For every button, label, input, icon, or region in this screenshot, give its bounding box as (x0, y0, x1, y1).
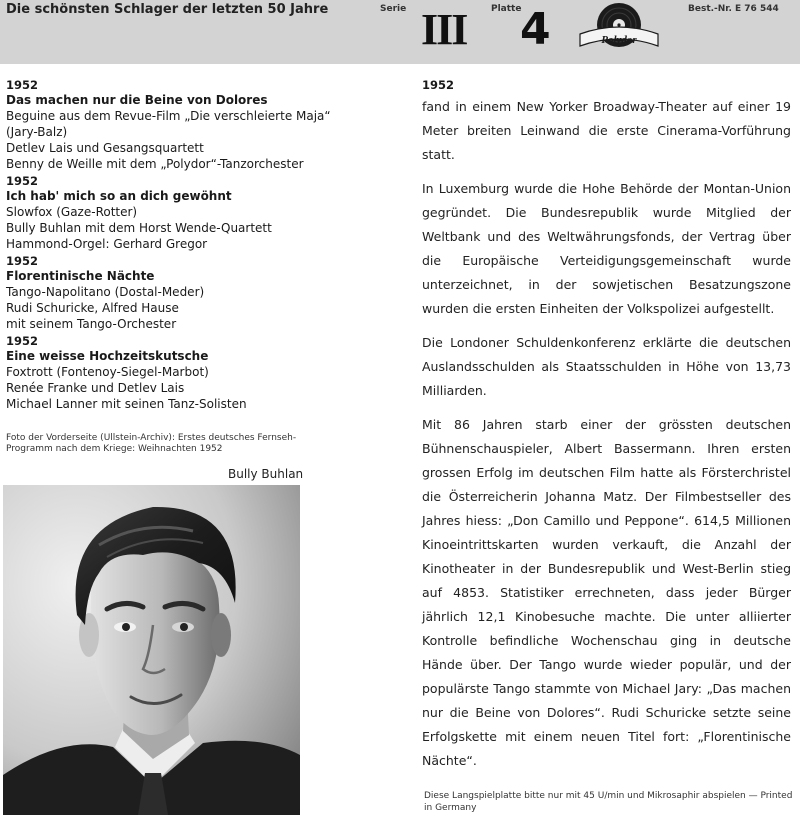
song-entry (6, 254, 396, 332)
song-detail: (Jary-Balz) (6, 125, 68, 139)
chronicle-year: 1952 (422, 78, 455, 92)
song-entry (6, 334, 396, 412)
portrait-photo (3, 485, 300, 815)
photo-caption: Bully Buhlan (228, 467, 304, 481)
catalog-number: Best.-Nr. E 76 544 (688, 4, 779, 14)
chronicle-paragraph: fand in einem New Yorker Broadway-Theater auf einer 19 Meter breiten Leinwand die erste Cinerama-Vorführung statt. (422, 99, 791, 162)
song-title: Ich hab' mich so an dich gewöhnt (6, 189, 232, 203)
song-detail: Beguine aus dem Revue-Film „Die verschleierte Maja“ (6, 109, 331, 123)
song-detail: Tango-Napolitano (Dostal-Meder) (6, 285, 205, 299)
platte-number: 4 (520, 4, 551, 55)
song-title: Florentinische Nächte (6, 269, 155, 283)
song-year: 1952 (6, 254, 39, 268)
chronicle-paragraph: Mit 86 Jahren starb einer der grössten deutschen Bühnenschauspieler, Albert Bassermann. Ihren ersten grossen Erfolg im deutschen Film hatte als Försterchristel die Österreicherin Johanna Matz. Der Filmbestseller des Jahres hiess: „Don Camillo und Peppone“. 614,5 Millionen Kinoeintrittskarten wurden verkauft, die Anzahl der Kinotheater in der Bundesrepublik und West-Berlin stieg auf 4853. Statistiker errechneten, dass jeder Bürger jährlich 12,1 Kinobesuche machte. Die unter alliierter Kontrolle befindliche Wochenschau ging in deutsche Hände über. Der Tango wurde wieder populär, und der populärste Tango stammte von Michael Jary: „Das machen nur die Beine von Dolores“. Rudi Schuricke setzte seine Erfolgskette mit einem neuen Titel fort: „Florentinische Nächte“. (422, 417, 791, 768)
header-band (0, 0, 800, 64)
chronicle-paragraph: Die Londoner Schuldenkonferenz erklärte die deutschen Auslandsschulden als Staatsschulden in Höhe von 13,73 Milliarden. (422, 335, 791, 398)
song-detail: Bully Buhlan mit dem Horst Wende-Quartett (6, 221, 272, 235)
song-detail: Renée Franke und Detlev Lais (6, 381, 185, 395)
song-entry (6, 78, 396, 172)
photo-credit-caption: Foto der Vorderseite (Ullstein-Archiv): Erstes deutsches Fernseh-Programm nach dem Kriege: Weihnachten 1952 (6, 433, 297, 454)
series-title: Die schönsten Schlager der letzten 50 Jahre (6, 2, 329, 17)
song-year: 1952 (6, 174, 39, 188)
song-detail: Hammond-Orgel: Gerhard Gregor (6, 237, 208, 251)
polydor-logo (576, 0, 662, 54)
song-title: Eine weisse Hochzeitskutsche (6, 349, 209, 363)
song-title: Das machen nur die Beine von Dolores (6, 93, 268, 107)
serie-number: III (421, 5, 467, 54)
song-detail: Benny de Weille mit dem „Polydor“-Tanzorchester (6, 157, 304, 171)
song-year: 1952 (6, 334, 39, 348)
playback-note: Diese Langspielplatte bitte nur mit 45 U/min und Mikrosaphir abspielen — Printed in Germany (424, 791, 793, 813)
song-detail: Foxtrott (Fontenoy-Siegel-Marbot) (6, 365, 209, 379)
song-detail: Michael Lanner mit seinen Tanz-Solisten (6, 397, 247, 411)
polydor-logo-text: Polydor (601, 34, 637, 46)
chronicle-text (422, 78, 791, 783)
platte-label: Platte (491, 4, 522, 14)
serie-label: Serie (380, 4, 407, 14)
song-detail: Detlev Lais und Gesangsquartett (6, 141, 204, 155)
song-detail: Slowfox (Gaze-Rotter) (6, 205, 138, 219)
song-detail: Rudi Schuricke, Alfred Hause (6, 301, 179, 315)
song-year: 1952 (6, 78, 39, 92)
song-entry (6, 174, 396, 252)
chronicle-paragraph: In Luxemburg wurde die Hohe Behörde der Montan-Union gegründet. Die Bundesrepublik wurde Mitglied der Weltbank und des Weltwährungsfonds, der Vertrag über die Europäische Verteidigungsgemeinschaft wurde unterzeichnet, in der sowjetischen Besatzungszone wurden die ersten Einheiten der Volkspolizei aufgestellt. (422, 181, 791, 316)
song-detail: mit seinem Tango-Orchester (6, 317, 177, 331)
song-list (6, 78, 396, 414)
